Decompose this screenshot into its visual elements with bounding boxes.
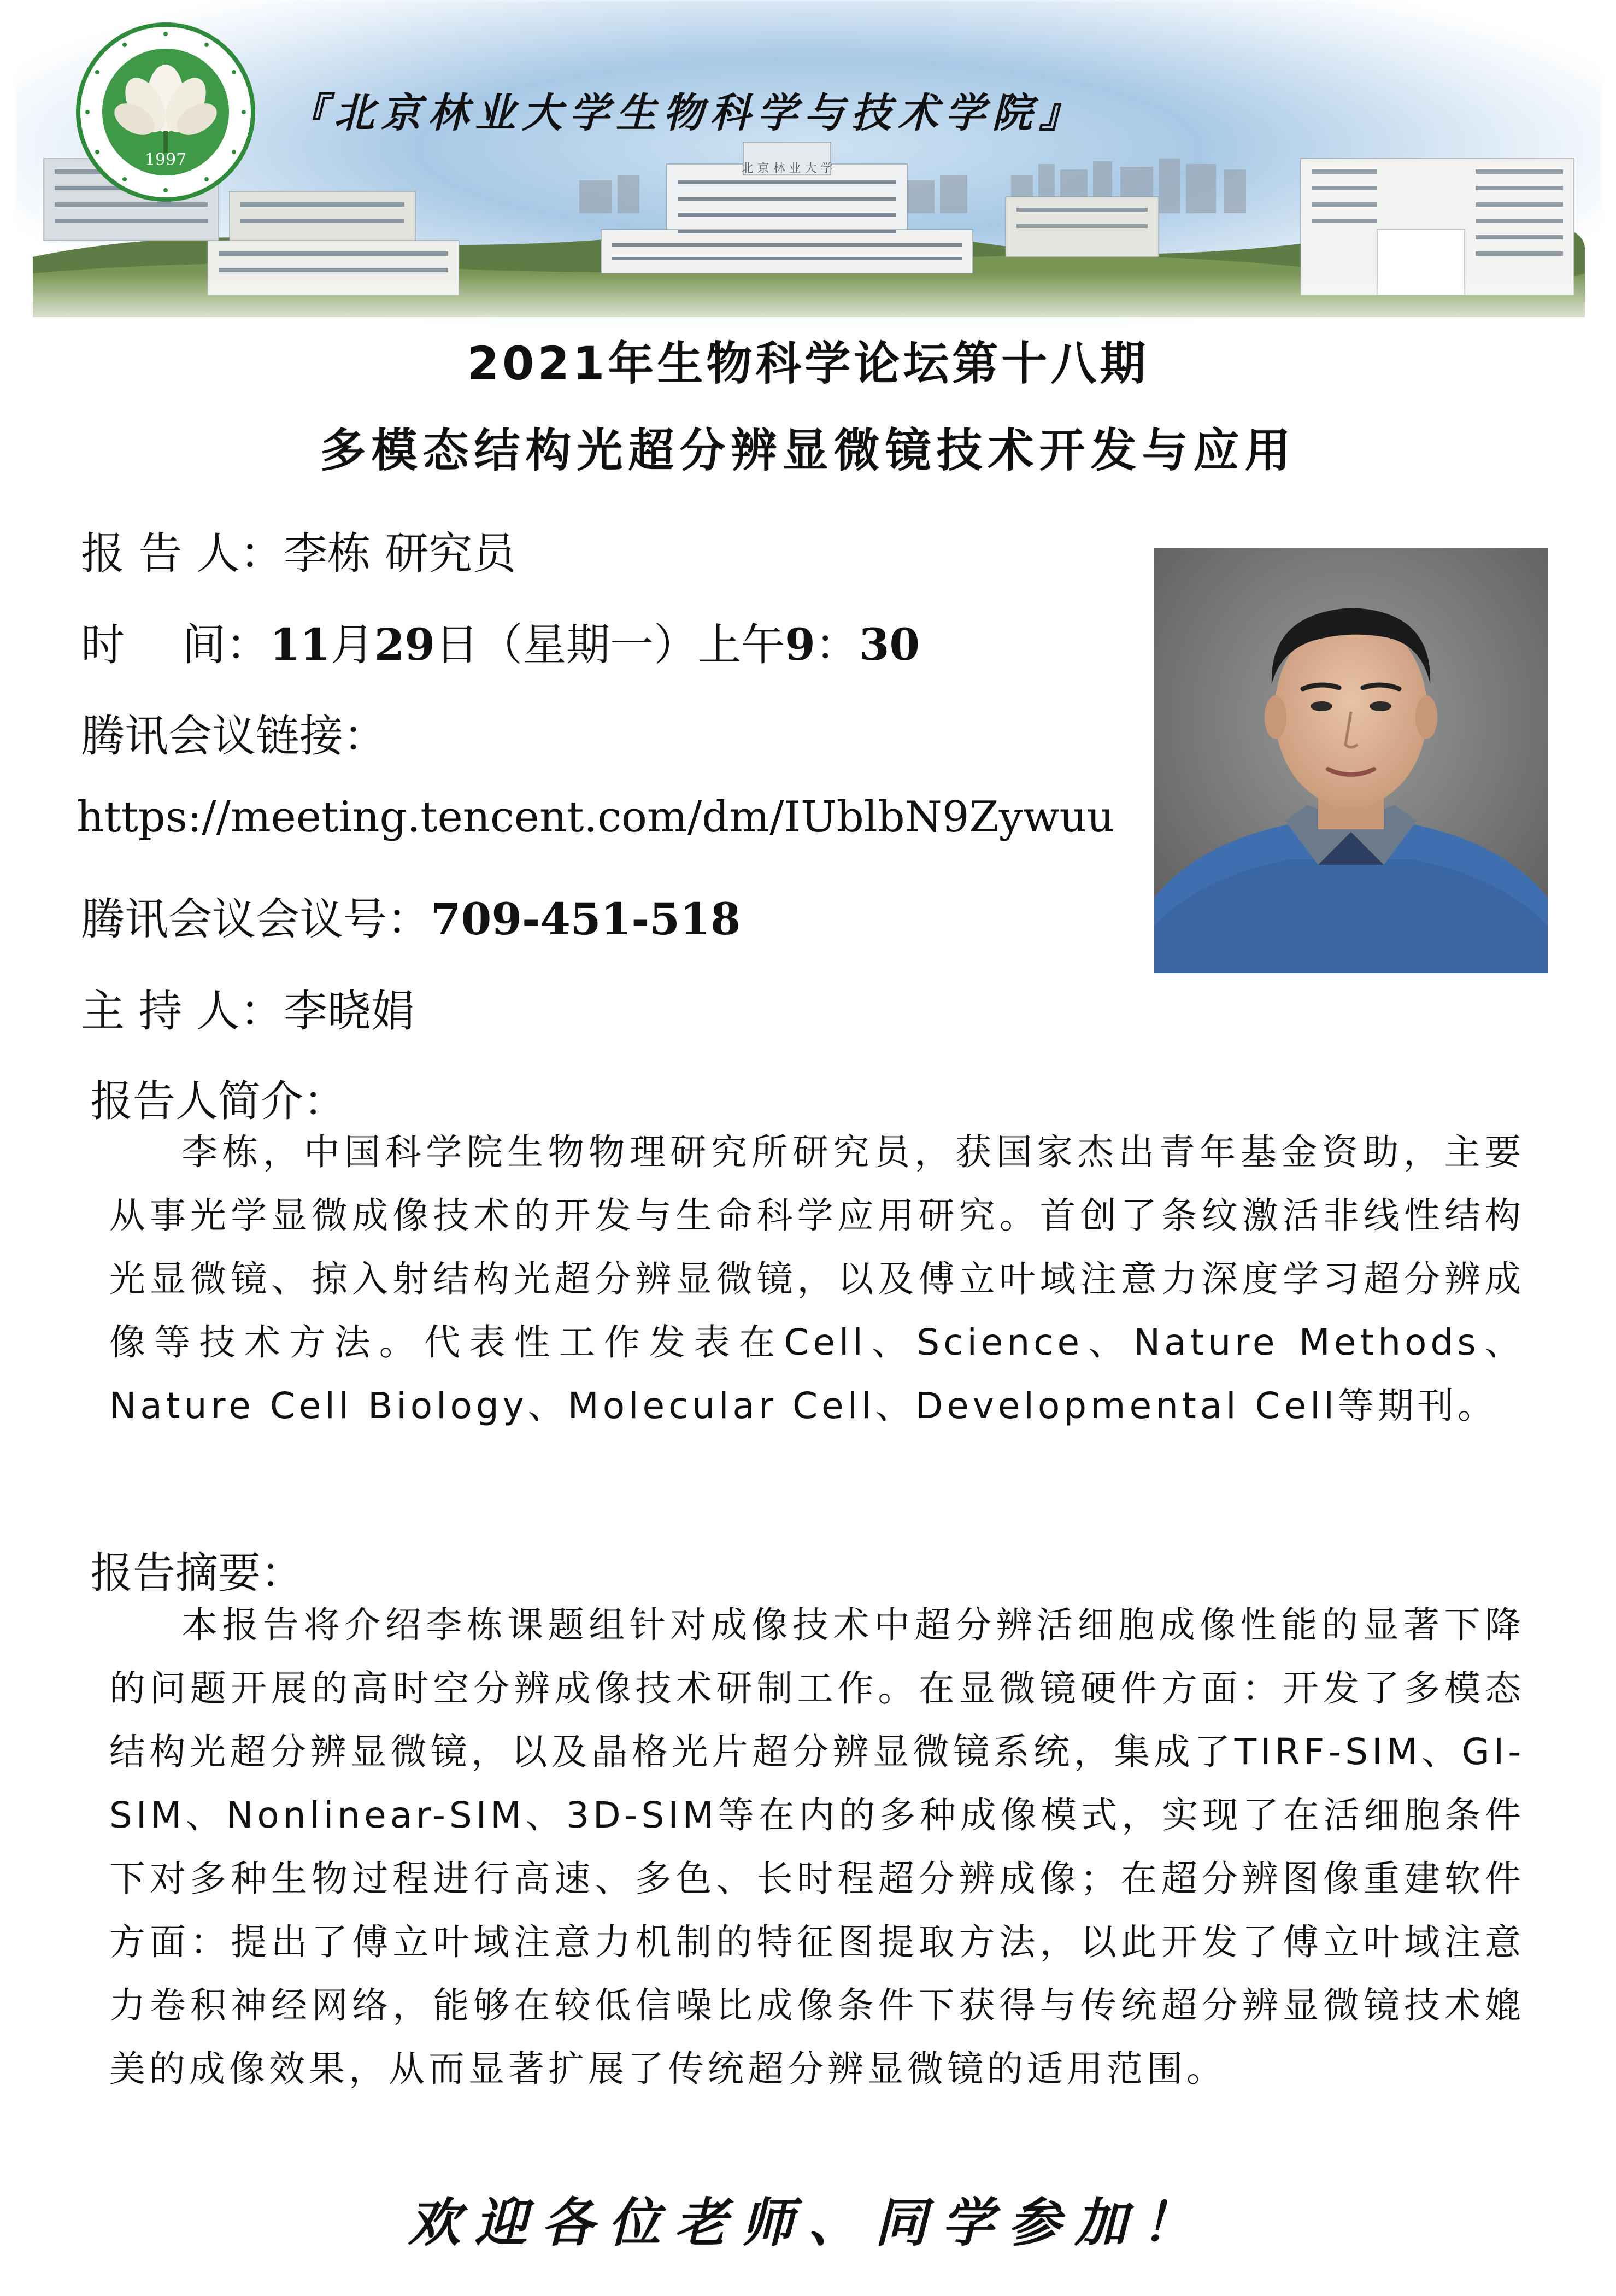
- time-label: 时 间：: [81, 619, 270, 670]
- time-month-number: 11: [269, 619, 331, 670]
- time-weekday: 日（星期一）上午: [435, 619, 785, 670]
- meeting-id-line: [81, 884, 741, 947]
- meeting-link-url[interactable]: https://meeting.tencent.com/dm/IUblbN9Zywuu: [77, 793, 1115, 842]
- meeting-link-label: 腾讯会议链接：: [81, 711, 387, 762]
- time-day-number: 29: [374, 619, 436, 670]
- time-month-char: 月: [330, 619, 374, 670]
- time-minute: 30: [859, 619, 920, 670]
- forum-title: 2021年生物科学论坛第十八期: [467, 337, 1149, 390]
- time-hour: 9: [785, 619, 815, 670]
- meeting-id-label: 腾讯会议会议号：: [81, 894, 431, 945]
- bio-heading: 报告人简介：: [90, 1077, 346, 1126]
- host-line: [81, 976, 415, 1039]
- host-value: 李晓娟: [283, 986, 415, 1036]
- speaker-value: 李栋 研究员: [283, 528, 516, 579]
- host-label: 主 持 人：: [81, 986, 284, 1036]
- speaker-label: 报 告 人：: [81, 528, 284, 579]
- speaker-photo: [1154, 548, 1548, 973]
- abstract-text: 本报告将介绍李栋课题组针对成像技术中超分辨活细胞成像性能的显著下降的问题开展的高时空分辨成像技术研制工作。在显微镜硬件方面：开发了多模态结构光超分辨显微镜，以及晶格光片超分辨显微镜系统，集成了TIRF-SIM、GI-SIM、Nonlinear-SIM、3D-SIM等在内的多种成像模式，实现了在活细胞条件下对多种生物过程进行高速、多色、长时程超分辨成像；在超分辨图像重建软件方面：提出了傅立叶域注意力机制的特征图提取方法，以此开发了傅立叶域注意力卷积神经网络，能够在较低信噪比成像条件下获得与传统超分辨显微镜技术媲美的成像效果，从而显著扩展了传统超分辨显微镜的适用范围。: [109, 1604, 1525, 2090]
- closing-invitation: 欢迎各位老师、同学参加！: [408, 2192, 1208, 2253]
- time-colon: ：: [815, 619, 859, 670]
- abstract-heading: 报告摘要：: [90, 1549, 304, 1598]
- talk-title: 多模态结构光超分辨显微镜技术开发与应用: [320, 424, 1296, 477]
- svg-text:北 京 林 业 大 学: 北 京 林 业 大 学: [741, 162, 833, 175]
- logo-year: 1997: [144, 150, 187, 169]
- time-line: [81, 610, 920, 672]
- school-name: 『北京林业大学生物科学与技术学院』: [287, 90, 1086, 137]
- bio-text: 李栋，中国科学院生物物理研究所研究员，获国家杰出青年基金资助，主要从事光学显微成像技术的开发与生命科学应用研究。首创了条纹激活非线性结构光显微镜、掠入射结构光超分辨显微镜，以及傅立叶域注意力深度学习超分辨成像等技术方法。代表性工作发表在Cell、Science、Nature Methods、Nature Cell Biology、Molecular Cell、Developmental Cell等期刊。: [109, 1131, 1525, 1427]
- college-logo: [75, 22, 256, 202]
- header-banner: [0, 0, 1616, 333]
- speaker-line: [81, 518, 516, 581]
- meeting-id-value: 709-451-518: [431, 893, 741, 945]
